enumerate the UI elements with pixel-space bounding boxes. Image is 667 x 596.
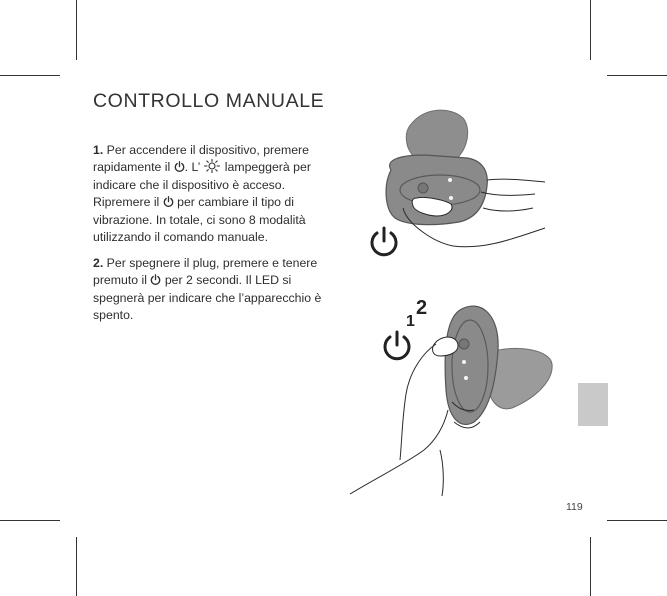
crop-mark-top-left-horizontal <box>0 75 60 76</box>
device-led <box>448 178 452 182</box>
device-led <box>449 196 453 200</box>
illustration-power-on <box>355 100 555 270</box>
hand-outline <box>400 344 436 460</box>
step-1-text-part-1: Per accendere il dispositivo, premere rapidamente il <box>93 143 309 174</box>
arm-outline <box>350 450 424 494</box>
crop-mark-top-left-vertical <box>76 0 77 60</box>
crop-mark-bottom-left-horizontal <box>0 520 60 521</box>
illustration-power-off <box>340 290 565 500</box>
press-count-1: 1 <box>406 313 415 330</box>
page-title: CONTROLLO MANUALE <box>93 90 325 112</box>
crop-mark-bottom-right-vertical <box>590 537 591 596</box>
power-icon <box>163 196 174 213</box>
wrist-outline <box>440 450 443 496</box>
device-led <box>464 376 468 380</box>
hand-outline <box>487 179 545 182</box>
crop-mark-bottom-left-vertical <box>76 537 77 596</box>
led-light-icon <box>203 159 221 178</box>
device-base <box>445 306 498 424</box>
device-button <box>418 183 428 193</box>
power-icon <box>174 161 185 178</box>
finger-outline <box>483 208 533 211</box>
section-tab <box>578 383 608 426</box>
finger-outline <box>481 192 535 195</box>
power-icon <box>372 228 396 255</box>
press-count-2: 2 <box>416 297 428 319</box>
device-led <box>462 360 466 364</box>
crop-mark-top-right-horizontal <box>607 75 667 76</box>
crop-mark-bottom-right-horizontal <box>607 520 667 521</box>
page-number: 119 <box>566 501 583 513</box>
step-1-text-part-2: . L’ <box>184 159 204 174</box>
step-1-number: 1. <box>93 143 104 157</box>
step-2-number: 2. <box>93 256 104 270</box>
step-1-text-part-4: per cambiare il tipo di vibrazione. In totale, ci sono 8 modalità utilizzando il comando manuale. <box>93 194 306 244</box>
device-button <box>459 339 469 349</box>
step-1-text-part-3: lampeggerà per indicare che il dispositivo è acceso. Ripremere il <box>93 159 311 209</box>
step-2-text-part-2: per 2 secondi. Il LED si spegnerà per indicare che l’apparecchio è spento. <box>93 272 322 322</box>
step-2-paragraph <box>93 255 323 323</box>
step-1-paragraph <box>93 142 343 246</box>
power-icon <box>150 274 161 291</box>
power-icon <box>385 332 409 359</box>
crop-mark-top-right-vertical <box>590 0 591 60</box>
hand-outline <box>424 410 448 450</box>
step-2-text-part-1: Per spegnere il plug, premere e tenere premuto il <box>93 256 318 287</box>
